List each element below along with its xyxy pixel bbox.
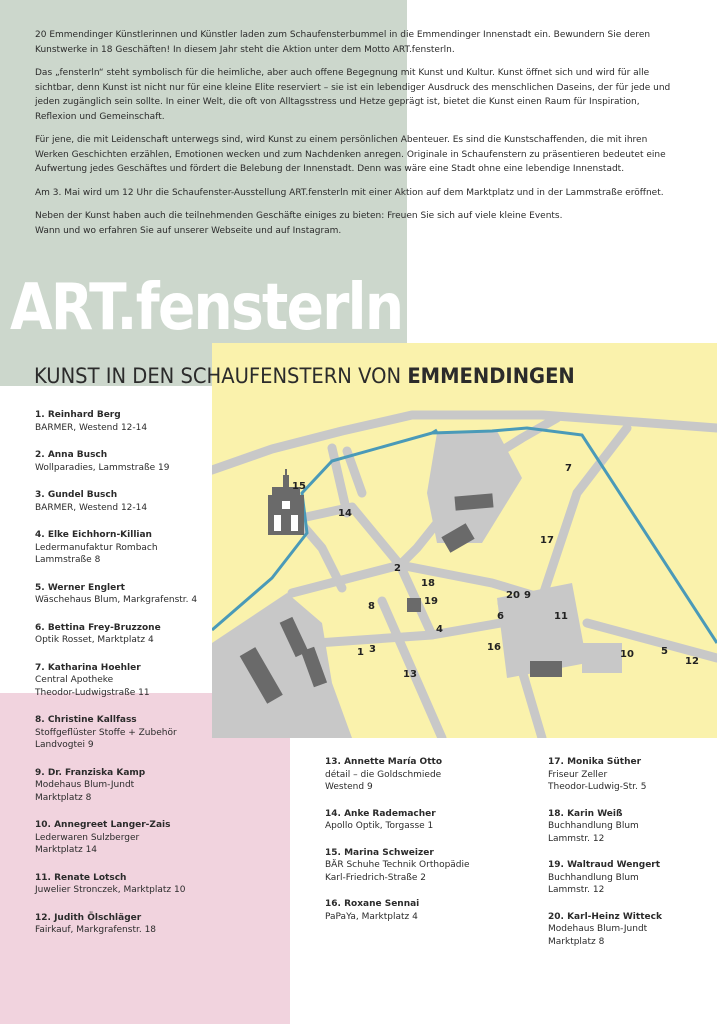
map-label-10: 10 [620, 649, 634, 660]
shop-address-line: Apollo Optik, Torgasse 1 [325, 821, 434, 831]
map-label-5: 5 [661, 646, 668, 657]
artist-entry [325, 808, 525, 833]
shop-address-line: Marktplatz 14 [35, 845, 98, 855]
shop-address-line: Modehaus Blum-Jundt [35, 780, 135, 790]
shop-address-line: Buchhandlung Blum [548, 821, 639, 831]
intro-text [35, 28, 675, 247]
artist-name: 5. Werner Englert [35, 582, 125, 593]
artist-entry [35, 622, 210, 647]
artist-name: 4. Elke Eichhorn-Killian [35, 530, 152, 540]
artist-name: 20. Karl-Heinz Witteck [548, 911, 662, 922]
artist-name: 19. Waltraud Wengert [548, 860, 661, 870]
shop-address-line: BARMER, Westend 12-14 [35, 422, 148, 433]
artist-name: 18. Karin Weiß [548, 808, 623, 819]
artist-entry [35, 582, 210, 607]
shop-address-line: Buchhandlung Blum [548, 872, 639, 883]
artist-entry [325, 756, 525, 794]
shop-address-line: Marktplatz 8 [548, 936, 605, 947]
shop-address-line: Central Apotheke [35, 675, 114, 685]
artist-entry [35, 662, 210, 700]
artist-name: 8. Christine Kallfass [35, 715, 137, 725]
artist-entry [35, 714, 210, 752]
artist-name: 14. Anke Rademacher [325, 808, 436, 819]
shop-address-line: Wäschehaus Blum, Markgrafenstr. 4 [35, 595, 198, 605]
shop-address-line: Marktplatz 8 [35, 792, 92, 803]
shop-address-line: Theodor-Ludwig-Str. 5 [548, 782, 647, 792]
artist-entry [548, 859, 713, 897]
artist-name: 13. Annette María Otto [325, 757, 442, 767]
shop-address-line: Stoffgeflüster Stoffe + Zubehör [35, 727, 177, 738]
shop-address-line: Juwelier Stronczek, Marktplatz 10 [35, 885, 186, 895]
artist-entry [548, 756, 713, 794]
shop-address-line: Friseur Zeller [548, 769, 608, 780]
map-label-2: 2 [394, 563, 401, 574]
shop-address-line: Theodor-Ludwigstraße 11 [35, 687, 150, 698]
artist-name: 16. Roxane Sennai [325, 899, 420, 909]
map-label-13: 13 [403, 669, 417, 680]
shop-address-line: Karl-Friedrich-Straße 2 [325, 872, 427, 883]
map-label-4: 4 [436, 624, 443, 635]
shop-address-line: Landvogtei 9 [35, 740, 94, 750]
artist-entry [325, 847, 525, 885]
artist-entry [35, 767, 210, 805]
shop-address-line: Lederwaren Sulzberger [35, 832, 140, 843]
intro-paragraph: Wann und wo erfahren Sie auf unserer Webseite und auf Instagram. [35, 225, 342, 236]
intro-paragraph: Neben der Kunst haben auch die teilnehmenden Geschäfte einiges zu bieten: Freuen Sie sich auf viele kleine Events. [35, 211, 563, 221]
shop-address-line: Lammstraße 8 [35, 555, 101, 565]
artist-name: 1. Reinhard Berg [35, 410, 121, 420]
artist-entry [35, 449, 210, 474]
artist-name: 3. Gundel Busch [35, 490, 118, 500]
shop-address-line: Lammstr. 12 [548, 885, 605, 895]
church-icon [268, 469, 304, 535]
artist-entry [35, 409, 210, 434]
map-label-9: 9 [524, 590, 531, 601]
artist-name: 17. Monika Süther [548, 757, 642, 767]
intro-paragraph: Das „fensterln“ steht symbolisch für die heimliche, aber auch offene Begegnung mit Kunst und Kultur. Kunst öffnet sich und wird für alle sichtbar, denn Kunst ist nicht nur für eine kleine Elite reserviert – sie ist ein lebendiger Ausdruck des menschlichen Daseins, der für jede und jeden zugänglich sein sollte. In einer Welt, die oft von Alltagsstress und Hetze geprägt ist, bietet die Kunst einen Raum für Inspiration, Reflexion und Gemeinschaft. [35, 68, 671, 122]
intro-paragraph: Für jene, die mit Leidenschaft unterwegs sind, wird Kunst zu einem persönlichen Abenteuer. Es sind die Kunstschaffenden, die mit ihren Werken Geschichten erzählen, Emotionen wecken und zum Nachdenken anregen. Originale in Schaufenstern zu präsentieren bedeutet eine Aufwertung jedes Geschäftes und fördert die Belebung der Innenstadt. Denn was wäre eine Stadt ohne eine lebendige Innenstadt. [35, 135, 666, 174]
map-label-17: 17 [540, 535, 554, 546]
shop-address-line: BÄR Schuhe Technik Orthopädie [325, 860, 470, 870]
artist-name: 6. Bettina Frey-Bruzzone [35, 622, 161, 633]
map-label-12: 12 [685, 656, 699, 667]
artist-name: 12. Judith Ölschläger [35, 912, 142, 923]
map-label-8: 8 [368, 601, 375, 612]
intro-paragraph: 20 Emmendinger Künstlerinnen und Künstler laden zum Schaufensterbummel in die Emmendinger Innenstadt ein. Bewundern Sie deren Kunstwerke in 18 Geschäften! In diesem Jahr steht die Aktion unter dem Motto ART.fensterln. [35, 30, 651, 55]
artist-list-right [548, 756, 713, 962]
artist-list-middle [325, 756, 525, 937]
artist-name: 9. Dr. Franziska Kamp [35, 767, 146, 778]
shop-address-line: Ledermanufaktur Rombach [35, 542, 158, 553]
map-label-7: 7 [565, 463, 572, 474]
subtitle-bold: EMMENDINGEN [407, 364, 575, 388]
map-label-16: 16 [487, 642, 501, 653]
artist-entry [548, 911, 713, 949]
shop-address-line: Wollparadies, Lammstraße 19 [35, 462, 170, 473]
artist-entry [35, 819, 210, 857]
shop-address-line: PaPaYa, Marktplatz 4 [325, 911, 418, 922]
artist-name: 15. Marina Schweizer [325, 847, 434, 858]
map-label-11: 11 [554, 611, 568, 622]
artist-entry [35, 489, 210, 514]
map-label-1: 1 [357, 647, 364, 658]
map-label-20: 20 [506, 590, 520, 601]
artist-list-left [35, 409, 210, 952]
shop-address-line: détail – die Goldschmiede [325, 769, 442, 780]
artist-name: 10. Annegreet Langer-Zais [35, 820, 171, 830]
page-title: ART.fensterln [10, 271, 403, 345]
shop-address-line: Lammstr. 12 [548, 833, 605, 844]
map-label-18: 18 [421, 578, 435, 589]
map-label-14: 14 [338, 508, 352, 519]
town-map [212, 343, 717, 738]
shop-address-line: Westend 9 [325, 782, 373, 792]
shop-address-line: BARMER, Westend 12-14 [35, 502, 148, 513]
artist-name: 11. Renate Lotsch [35, 872, 127, 883]
artist-entry [35, 912, 210, 937]
shop-address-line: Optik Rosset, Marktplatz 4 [35, 635, 154, 645]
map-label-6: 6 [497, 611, 504, 622]
map-label-19: 19 [424, 596, 438, 607]
artist-entry [35, 529, 210, 567]
shop-address-line: Fairkauf, Markgrafenstr. 18 [35, 925, 157, 935]
map-label-15: 15 [292, 481, 306, 492]
artist-entry [548, 808, 713, 846]
artist-name: 2. Anna Busch [35, 450, 108, 460]
map-label-3: 3 [369, 644, 376, 655]
intro-paragraph: Am 3. Mai wird um 12 Uhr die Schaufenster-Ausstellung ART.fensterln mit einer Aktion auf dem Marktplatz und in der Lammstraße eröffnet. [35, 187, 664, 198]
artist-entry [325, 898, 525, 923]
artist-name: 7. Katharina Hoehler [35, 662, 141, 673]
shop-address-line: Modehaus Blum-Jundt [548, 924, 648, 934]
artist-entry [35, 872, 210, 897]
subtitle-prefix: KUNST IN DEN SCHAUFENSTERN VON [34, 364, 408, 388]
